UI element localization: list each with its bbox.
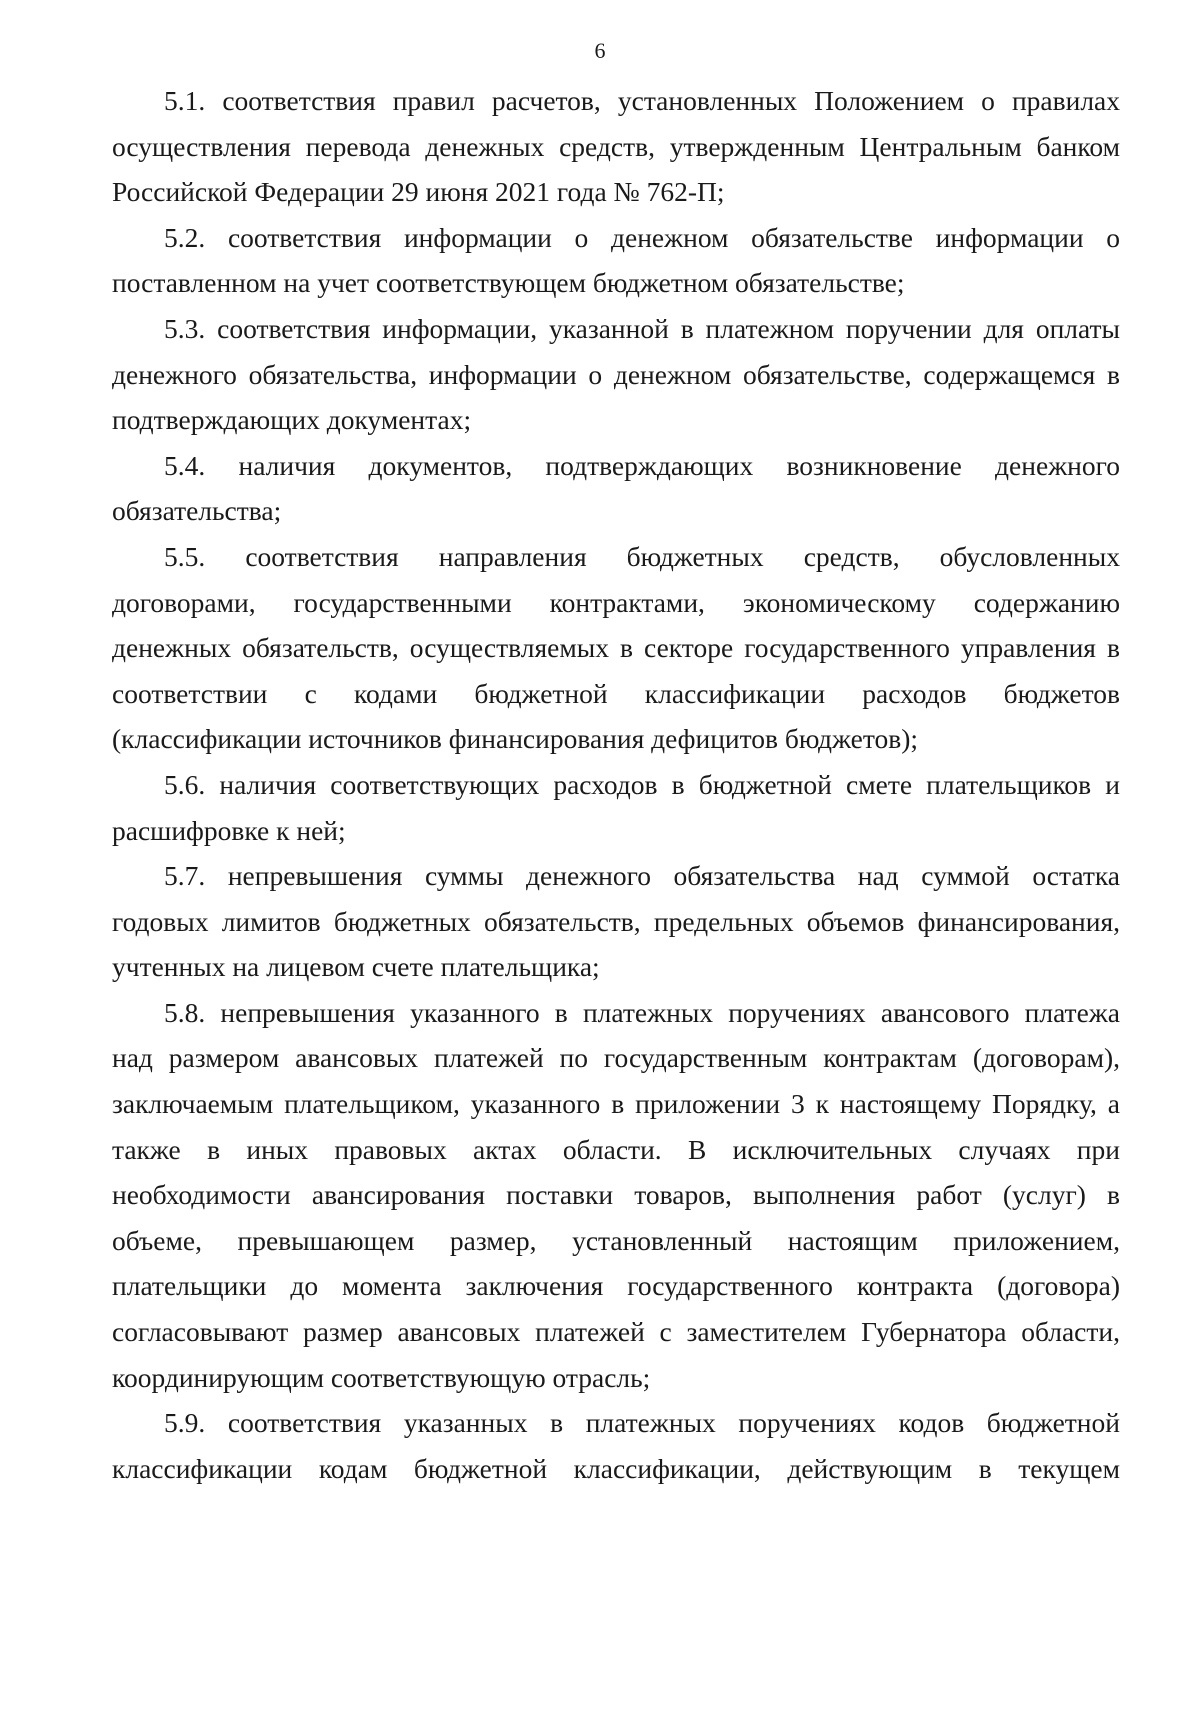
paragraph-line: годовых лимитов бюджетных обязательств, предельных объемов финансирования, bbox=[112, 905, 1120, 937]
paragraph-line: 5.8. непревышения указанного в платежных поручениях авансового платежа bbox=[164, 996, 1120, 1028]
paragraph-5-3 bbox=[112, 306, 1120, 443]
paragraph-line: договорами, государственными контрактами, экономическому содержанию bbox=[112, 586, 1120, 618]
paragraph-line: (классификации источников финансирования дефицитов бюджетов); bbox=[112, 723, 919, 755]
paragraph-line: необходимости авансирования поставки товаров, выполнения работ (услуг) в bbox=[112, 1179, 1120, 1211]
paragraph-line: 5.1. соответствия правил расчетов, установленных Положением о правилах bbox=[164, 85, 1120, 116]
paragraph-line: 5.4. наличия документов, подтверждающих возникновение денежного bbox=[164, 449, 1120, 481]
paragraph-line: координирующим соответствующую отрасль; bbox=[112, 1361, 651, 1393]
paragraph-5-8 bbox=[112, 990, 1120, 1400]
paragraph-line: Российской Федерации 29 июня 2021 года № 762-П; bbox=[112, 176, 725, 208]
document-body bbox=[112, 78, 1120, 1491]
paragraph-5-5 bbox=[112, 534, 1120, 762]
paragraph-line: также в иных правовых актах области. В исключительных случаях при bbox=[112, 1133, 1120, 1165]
paragraph-line: 5.5. соответствия направления бюджетных средств, обусловленных bbox=[164, 540, 1120, 572]
paragraph-line: соответствии с кодами бюджетной классификации расходов бюджетов bbox=[112, 677, 1120, 709]
paragraph-line: денежного обязательства, информации о денежном обязательстве, содержащемся в bbox=[112, 358, 1120, 390]
paragraph-5-2 bbox=[112, 215, 1120, 306]
paragraph-5-6 bbox=[112, 762, 1120, 853]
paragraph-line: денежных обязательств, осуществляемых в секторе государственного управления в bbox=[112, 632, 1120, 664]
paragraph-line: поставленном на учет соответствующем бюджетном обязательстве; bbox=[112, 267, 905, 299]
paragraph-line: объеме, превышающем размер, установленный настоящим приложением, bbox=[112, 1224, 1120, 1256]
paragraph-line: 5.7. непревышения суммы денежного обязательства над суммой остатка bbox=[164, 860, 1120, 892]
paragraph-5-1 bbox=[112, 78, 1120, 215]
paragraph-line: классификации кодам бюджетной классификации, действующим в текущем bbox=[112, 1452, 1120, 1484]
paragraph-line: обязательства; bbox=[112, 495, 282, 527]
paragraph-line: расшифровке к ней; bbox=[112, 814, 346, 846]
paragraph-line: учтенных на лицевом счете плательщика; bbox=[112, 951, 600, 983]
paragraph-line: заключаемым плательщиком, указанного в приложении 3 к настоящему Порядку, а bbox=[112, 1088, 1120, 1120]
page-number: 6 bbox=[594, 38, 606, 63]
paragraph-5-9 bbox=[112, 1400, 1120, 1491]
paragraph-line: 5.2. соответствия информации о денежном обязательстве информации о bbox=[164, 221, 1120, 253]
paragraph-5-4 bbox=[112, 443, 1120, 534]
paragraph-5-7 bbox=[112, 853, 1120, 990]
paragraph-line: 5.3. соответствия информации, указанной в платежном поручении для оплаты bbox=[164, 312, 1120, 344]
paragraph-line: осуществления перевода денежных средств, утвержденным Центральным банком bbox=[112, 130, 1120, 162]
paragraph-line: подтверждающих документах; bbox=[112, 404, 472, 436]
paragraph-line: 5.6. наличия соответствующих расходов в бюджетной смете плательщиков и bbox=[164, 768, 1120, 800]
paragraph-line: над размером авансовых платежей по государственным контрактам (договорам), bbox=[112, 1042, 1120, 1074]
paragraph-line: плательщики до момента заключения государственного контракта (договора) bbox=[112, 1270, 1120, 1302]
paragraph-line: 5.9. соответствия указанных в платежных поручениях кодов бюджетной bbox=[164, 1407, 1120, 1439]
paragraph-line: согласовывают размер авансовых платежей с заместителем Губернатора области, bbox=[112, 1316, 1120, 1348]
